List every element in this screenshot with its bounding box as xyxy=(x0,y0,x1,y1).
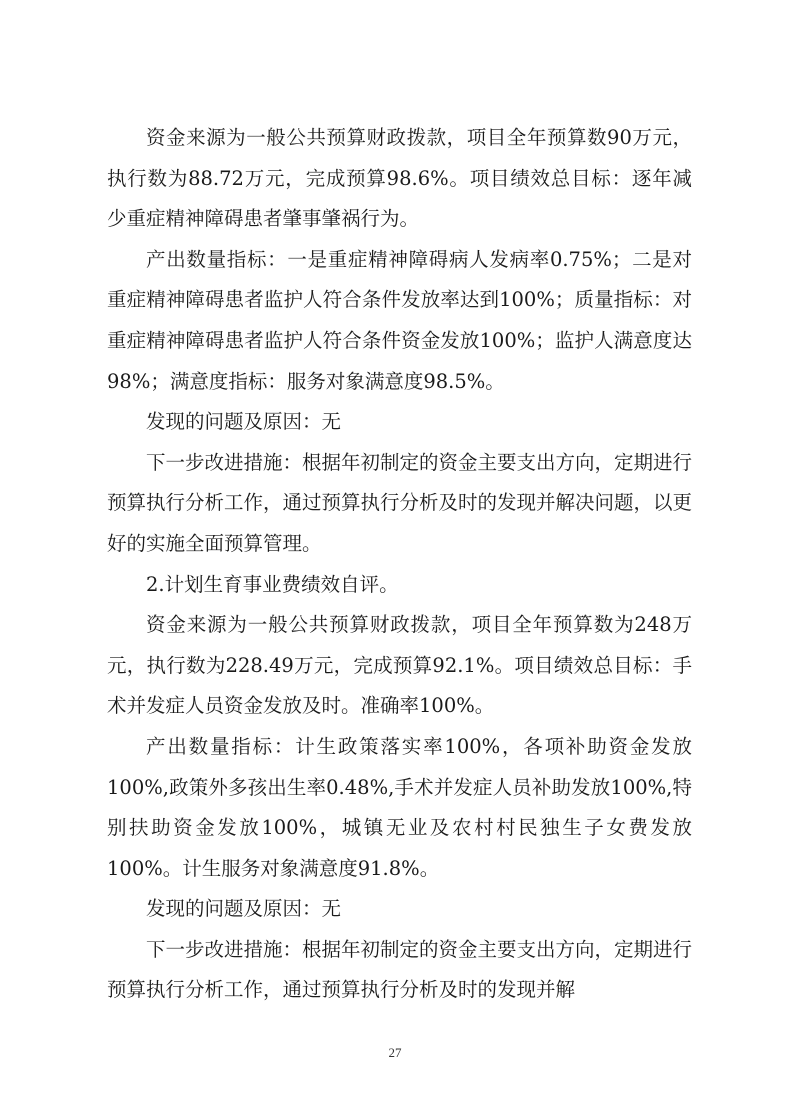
paragraph-problems-1: 发现的问题及原因：无 xyxy=(146,410,342,434)
paragraph-problems-2: 发现的问题及原因：无 xyxy=(146,897,342,921)
paragraph-output-indicators-2: 产出数量指标：计生政策落实率100%，各项补助资金发放100%,政策外多孩出生率0.48%,手术并发症人员补助发放100%,特别扶助资金发放100%，城镇无业及农村村民独生子女费发放100%。计生服务对象满意度91.8%。 xyxy=(107,734,692,880)
paragraph-output-indicators-1: 产出数量指标：一是重症精神障碍病人发病率0.75%；二是对重症精神障碍患者监护人符合条件发放率达到100%；质量指标：对重症精神障碍患者监护人符合条件资金发放100%；监护人满意度达98%；满意度指标：服务对象满意度98.5%。 xyxy=(107,247,692,393)
paragraph-funding-source-2: 资金来源为一般公共预算财政拨款，项目全年预算数为248万元，执行数为228.49万元，完成预算92.1%。项目绩效总目标：手术并发症人员资金发放及时。准确率100%。 xyxy=(107,613,692,718)
paragraph-funding-source-1: 资金来源为一般公共预算财政拨款，项目全年预算数90万元，执行数为88.72万元，完成预算98.6%。项目绩效总目标：逐年减少重症精神障碍患者肇事肇祸行为。 xyxy=(107,126,692,231)
paragraph-improvements-2: 下一步改进措施：根据年初制定的资金主要支出方向，定期进行预算执行分析工作，通过预算执行分析及时的发现并解 xyxy=(107,937,693,1002)
document-body xyxy=(107,118,692,1011)
page-number: 27 xyxy=(388,1045,402,1060)
section-heading-family-planning: 2.计划生育事业费绩效自评。 xyxy=(146,572,399,596)
paragraph-improvements-1: 下一步改进措施：根据年初制定的资金主要支出方向，定期进行预算执行分析工作，通过预算执行分析及时的发现并解决问题，以更好的实施全面预算管理。 xyxy=(107,450,693,555)
